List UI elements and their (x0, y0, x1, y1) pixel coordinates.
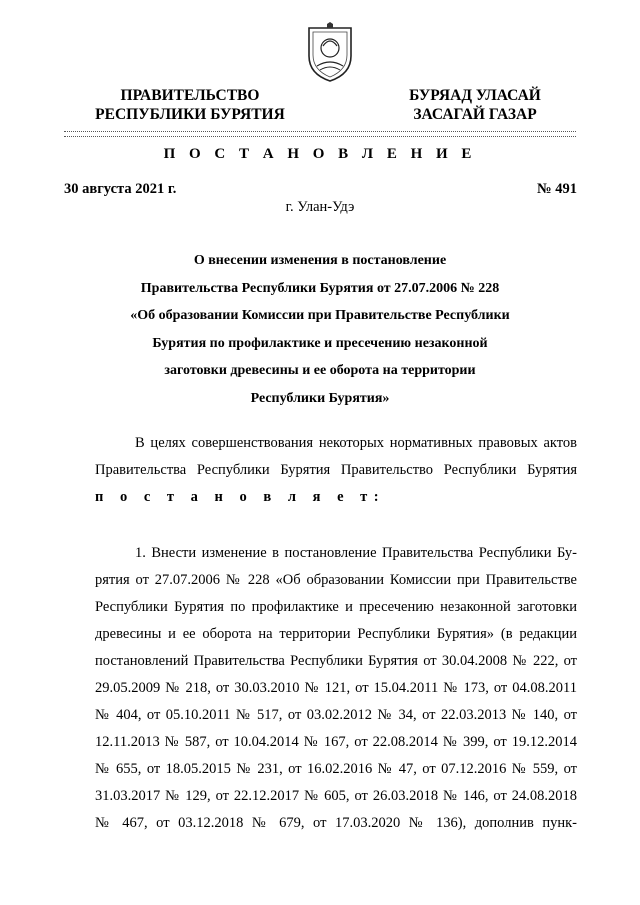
header-right-line: БУРЯАД УЛАСАЙ (409, 87, 541, 104)
document-number: № 491 (537, 181, 577, 197)
paragraph-line: 29.05.2009 № 218, от 30.03.2010 № 121, от 15.04.2011 № 173, от 04.08.2011 (95, 680, 577, 696)
document-city: г. Улан-Удэ (285, 199, 355, 215)
header-left (80, 86, 300, 124)
paragraph-1 (95, 540, 577, 837)
preamble-line: В целях совершенствования некоторых нормативных правовых актов (135, 435, 577, 451)
subject-line: заготовки древесины и ее оборота на территории (164, 363, 476, 379)
header-divider (64, 136, 576, 137)
paragraph-line: 1. Внести изменение в постановление Правительства Республики Бу- (135, 545, 577, 561)
document-subject (110, 247, 530, 413)
coat-of-arms-icon (303, 22, 357, 84)
subject-line: Бурятия по профилактике и пресечению незаконной (152, 335, 488, 351)
paragraph-line: Республики Бурятия по профилактике и пресечению незаконной заготовки (95, 599, 577, 615)
preamble-line: Правительства Республики Бурятия Правительство Республики Бурятия (95, 462, 577, 478)
paragraph-line: 12.11.2013 № 587, от 10.04.2014 № 167, от 22.08.2014 № 399, от 19.12.2014 (95, 734, 577, 750)
paragraph-line: № 467, от 03.12.2018 № 679, от 17.03.2020 № 136), дополнив пунк- (95, 815, 577, 831)
decree-word: п о с т а н о в л я е т: (95, 489, 386, 505)
header-divider (64, 131, 576, 132)
document-title: П О С Т А Н О В Л Е Н И Е (163, 146, 477, 162)
header-right-line: ЗАСАГАЙ ГАЗАР (413, 106, 537, 123)
subject-line: Республики Бурятия» (250, 390, 390, 406)
paragraph-line: постановлений Правительства Республики Бурятия от 30.04.2008 № 222, от (95, 653, 577, 669)
header-left-line: ПРАВИТЕЛЬСТВО (120, 87, 260, 104)
header-right (395, 86, 555, 124)
subject-line: О внесении изменения в постановление (193, 253, 447, 268)
subject-line: «Об образовании Комиссии при Правительстве Республики (130, 308, 510, 324)
header-left-line: РЕСПУБЛИКИ БУРЯТИЯ (95, 106, 285, 123)
document-date: 30 августа 2021 г. (64, 181, 177, 197)
paragraph-line: № 655, от 18.05.2015 № 231, от 16.02.2016 № 47, от 07.12.2016 № 559, от (95, 761, 577, 777)
paragraph-line: древесины и ее оборота на территории Республики Бурятия» (в редакции (95, 626, 577, 642)
paragraph-line: № 404, от 05.10.2011 № 517, от 03.02.2012 № 34, от 22.03.2013 № 140, от (95, 707, 577, 723)
preamble (95, 430, 577, 511)
paragraph-line: рятия от 27.07.2006 № 228 «Об образовании Комиссии при Правительстве (95, 572, 577, 588)
subject-line: Правительства Республики Бурятия от 27.07.2006 № 228 (140, 280, 500, 296)
paragraph-line: 31.03.2017 № 129, от 22.12.2017 № 605, от 26.03.2018 № 146, от 24.08.2018 (95, 788, 577, 804)
